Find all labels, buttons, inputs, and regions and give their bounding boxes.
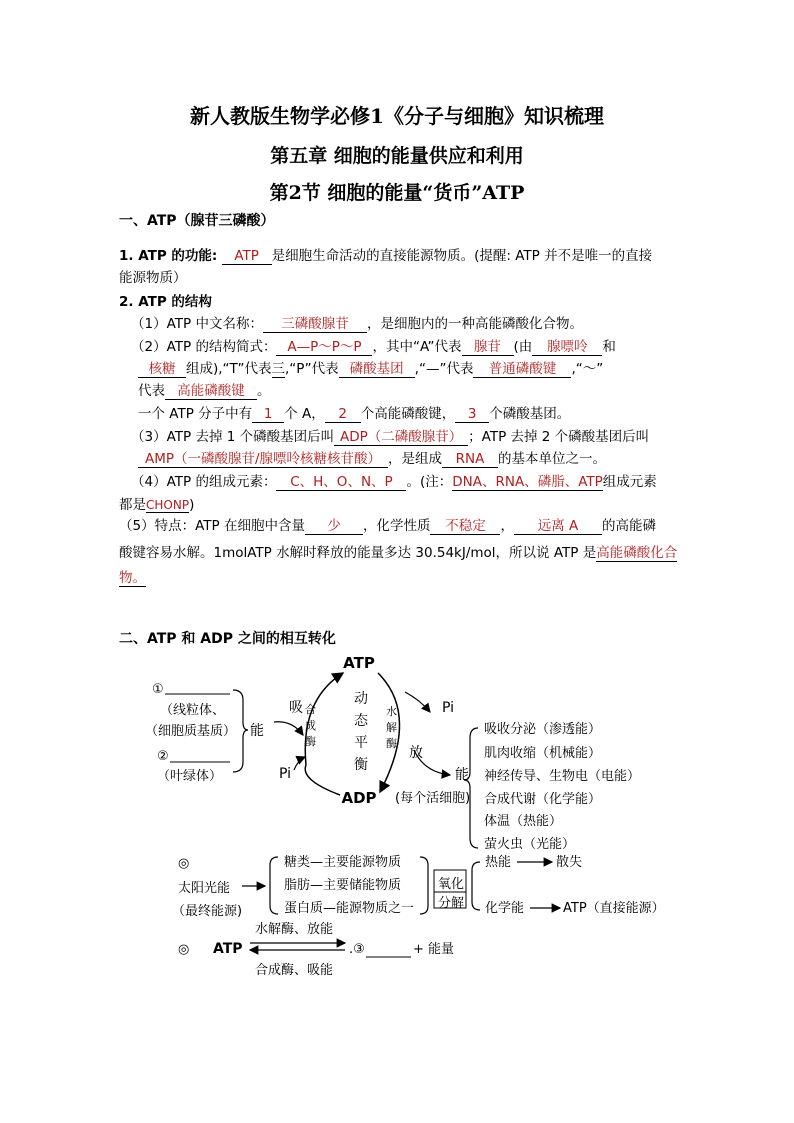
center-2: 态 <box>354 713 368 729</box>
hydro-enzyme-1: 水 <box>386 705 397 718</box>
atp-label: ATP <box>343 654 375 672</box>
part1-heading: 一、ATP（腺苷三磷酸） <box>119 213 275 229</box>
use-3: 神经传导、生物电（电能） <box>484 769 641 784</box>
synthesis-arrow-tail <box>305 765 340 795</box>
s3-line: （3）ATP 去掉 1 个磷酸基团后叫 ADP（二磷酸腺苷） ；ATP 去掉 2 个磷酸基团后叫 <box>131 425 649 446</box>
s2-line: （2）ATP 的结构简式： A—P～P～P ，其中“A”代表 腺苷 (由 腺嘌呤 和 <box>131 335 616 356</box>
pi-in-arrow <box>294 757 305 770</box>
product-bracket <box>472 862 480 910</box>
every-cell: (每个活细胞) <box>395 791 471 806</box>
cyto: （细胞质基质） <box>145 724 237 739</box>
absorb-label: 吸 <box>289 700 303 716</box>
energy-right: 能 <box>455 767 469 783</box>
s5-line: （5）特点：ATP 在细胞中含量 少 ，化学性质 不稳定 ， 远离 A 的高能磷 <box>119 514 656 535</box>
nutrient-1: 糖类—主要能源物质 <box>284 855 402 870</box>
s4b-line: 都是CHONP) <box>119 497 195 513</box>
release-label: 放 <box>409 745 423 761</box>
atp-structure-heading: 2. ATP 的结构 <box>119 294 212 310</box>
hydro-enzyme-3: 酶 <box>386 737 397 750</box>
eq-plus-energy: + 能量 <box>413 942 455 957</box>
circ1: ① <box>152 682 164 697</box>
bullet-2: ◎ <box>178 942 190 957</box>
s5c-line: 物。 <box>119 566 146 587</box>
use-2: 肌肉收缩（机械能） <box>484 746 602 761</box>
atp-function-line-2: 能源物质） <box>119 270 187 286</box>
uses-brace <box>464 728 478 848</box>
s3b-line: AMP（一磷酸腺苷/腺嘌呤核糖核苷酸） ，是组成 RNA 的基本单位之一。 <box>138 447 606 468</box>
nutrient-2: 脂肪—主要储能物质 <box>284 878 402 893</box>
adp-label: ADP <box>341 789 377 807</box>
use-4: 合成代谢（化学能） <box>484 792 602 807</box>
energy-left: 能 <box>250 723 264 739</box>
eq-circ3: .③ <box>349 942 365 957</box>
use-6: 萤火虫（光能） <box>484 837 576 852</box>
chapter-title: 第五章 细胞的能量供应和利用 <box>270 145 524 167</box>
circ2: ② <box>157 749 169 764</box>
chloro: （叶绿体） <box>157 769 223 784</box>
pi-left: Pi <box>279 766 292 782</box>
main-title: 新人教版生物学必修1《分子与细胞》知识梳理 <box>190 104 604 128</box>
s2d-line: 一个 ATP 分子中有 1 个 A， 2 个高能磷酸键， 3 个磷酸基团。 <box>138 406 571 422</box>
dissipate-label: 散失 <box>556 855 583 870</box>
s2c-line: 代表 高能磷酸键 。 <box>138 379 271 400</box>
s2b-line: 核糖 组成),“T”代表三,“P”代表 磷酸基团 ,“—”代表 普通磷酸键 ,“～” <box>138 357 603 378</box>
section-title: 第2节 细胞的能量“货币”ATP <box>269 182 525 204</box>
s1-line: （1）ATP 中文名称： 三磷酸腺苷 ，是细胞内的一种高能磷酸化合物。 <box>131 312 583 333</box>
nutrient-3: 蛋白质—能源物质之一 <box>284 901 415 916</box>
use-5: 体温（热能） <box>484 814 563 829</box>
decomp-label: 分解 <box>438 896 465 911</box>
synth-enzyme-2: 成 <box>305 719 316 732</box>
atp-function-line: 1. ATP 的功能: ATP 是细胞生命活动的直接能源物质。(提醒: ATP 并不是唯一的直接 <box>119 248 653 264</box>
eq-bottom: 合成酶、吸能 <box>255 963 334 978</box>
nutrient-bracket-left <box>270 857 278 914</box>
heat-label: 热能 <box>485 855 512 870</box>
bullet-1: ◎ <box>178 856 190 871</box>
pi-out-arrow <box>405 692 430 712</box>
s5b-line: 酸键容易水解。1molATP 水解时释放的能量多达 30.54kJ/mol，所以说 ATP 是高能磷酸化合 <box>119 541 677 562</box>
use-1: 吸收分泌（渗透能） <box>484 722 602 737</box>
eq-top: 水解酶、放能 <box>255 922 334 937</box>
synth-enzyme-1: 合 <box>305 703 316 716</box>
oxid-label: 氧化 <box>438 877 465 892</box>
center-3: 平 <box>354 735 368 751</box>
synth-enzyme-3: 酶 <box>305 735 316 748</box>
center-1: 动 <box>354 691 368 707</box>
s4-line: （4）ATP 的组成元素： C、H、O、N、P 。(注：DNA、RNA、磷脂、ATP组成元素 <box>131 470 657 491</box>
absorb-arrow <box>274 722 303 735</box>
pi-right: Pi <box>442 700 455 716</box>
chem-label: 化学能 <box>485 901 525 916</box>
sun-label: 太阳光能 <box>178 881 231 896</box>
mito: （线粒体、 <box>160 703 226 718</box>
part2-heading: 二、ATP 和 ADP 之间的相互转化 <box>119 631 336 647</box>
atp-direct-label: ATP（直接能源） <box>563 901 665 916</box>
hydro-enzyme-2: 解 <box>386 721 397 734</box>
final-label: （最终能源) <box>172 904 243 919</box>
eq-atp: ATP <box>213 941 243 957</box>
center-4: 衡 <box>354 757 368 773</box>
nutrient-bracket-right <box>420 857 428 914</box>
